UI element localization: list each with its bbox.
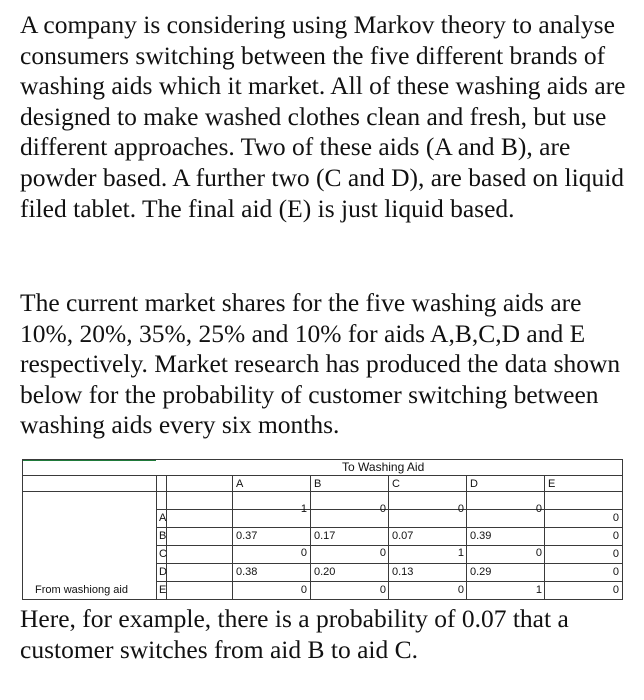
cell-c-4: 0 [535,547,542,559]
cell-b-3: 0.07 [392,530,414,542]
row-header-d: D [159,566,167,578]
cell-b-1: 0.37 [236,530,258,542]
cell-c-3: 1 [457,547,464,559]
cell-c-5: 0 [612,548,619,560]
cell-a-2: 0 [379,503,386,515]
market-shares-paragraph: The current market shares for the five washing aids are 10%, 20%, 35%, 25% and 10% for aids A,B,C,D and E respectively. Market research has produced the data shown below for the probability of customer switching between washing aids every six months. [20,288,621,440]
col-header-a: A [236,478,244,490]
cell-d-5: 0 [612,566,619,578]
cell-e-2: 0 [379,584,386,596]
cell-b-5: 0 [612,530,619,542]
row-header-b: B [159,530,167,542]
col-header-c: C [392,478,400,490]
cell-d-3: 0.13 [392,566,414,578]
cell-c-2: 0 [379,547,386,559]
cell-e-3: 0 [457,584,464,596]
col-header-d: D [470,478,478,490]
row-header-e: E [159,584,167,596]
cell-b-4: 0.39 [470,530,492,542]
cell-d-2: 0.20 [314,566,336,578]
row-header-a: A [159,512,167,524]
cell-a-5: 0 [612,512,619,524]
cell-d-4: 0.29 [470,566,492,578]
to-washing-aid-label: To Washing Aid [342,460,425,474]
cell-a-3: 0 [457,503,464,515]
intro-paragraph: A company is considering using Markov theory to analyse consumers switching between the five different brands of washing aids which it market. All of these washing aids are designed to make washed clothes clean and fresh, but use different approaches. Two of these aids (A and B), are powder based. A further two (C and D), are based on liquid filed tablet. The final aid (E) is just liquid based. [20,10,626,223]
cell-e-1: 0 [300,584,307,596]
transition-probability-table [22,459,623,600]
cell-d-1: 0.38 [236,566,258,578]
cell-e-5: 0 [612,584,619,596]
col-header-e: E [548,478,556,490]
cell-a-4: 0 [535,503,542,515]
col-header-b: B [314,478,322,490]
row-header-c: C [159,548,167,560]
cell-c-1: 0 [300,547,307,559]
cell-a-1: 1 [300,503,307,515]
from-washing-aid-label: From washiong aid [35,584,128,596]
example-paragraph: Here, for example, there is a probability of 0.07 that a customer switches from aid B to aid C. [20,604,569,664]
cell-b-2: 0.17 [314,530,336,542]
cell-e-4: 1 [535,584,542,596]
